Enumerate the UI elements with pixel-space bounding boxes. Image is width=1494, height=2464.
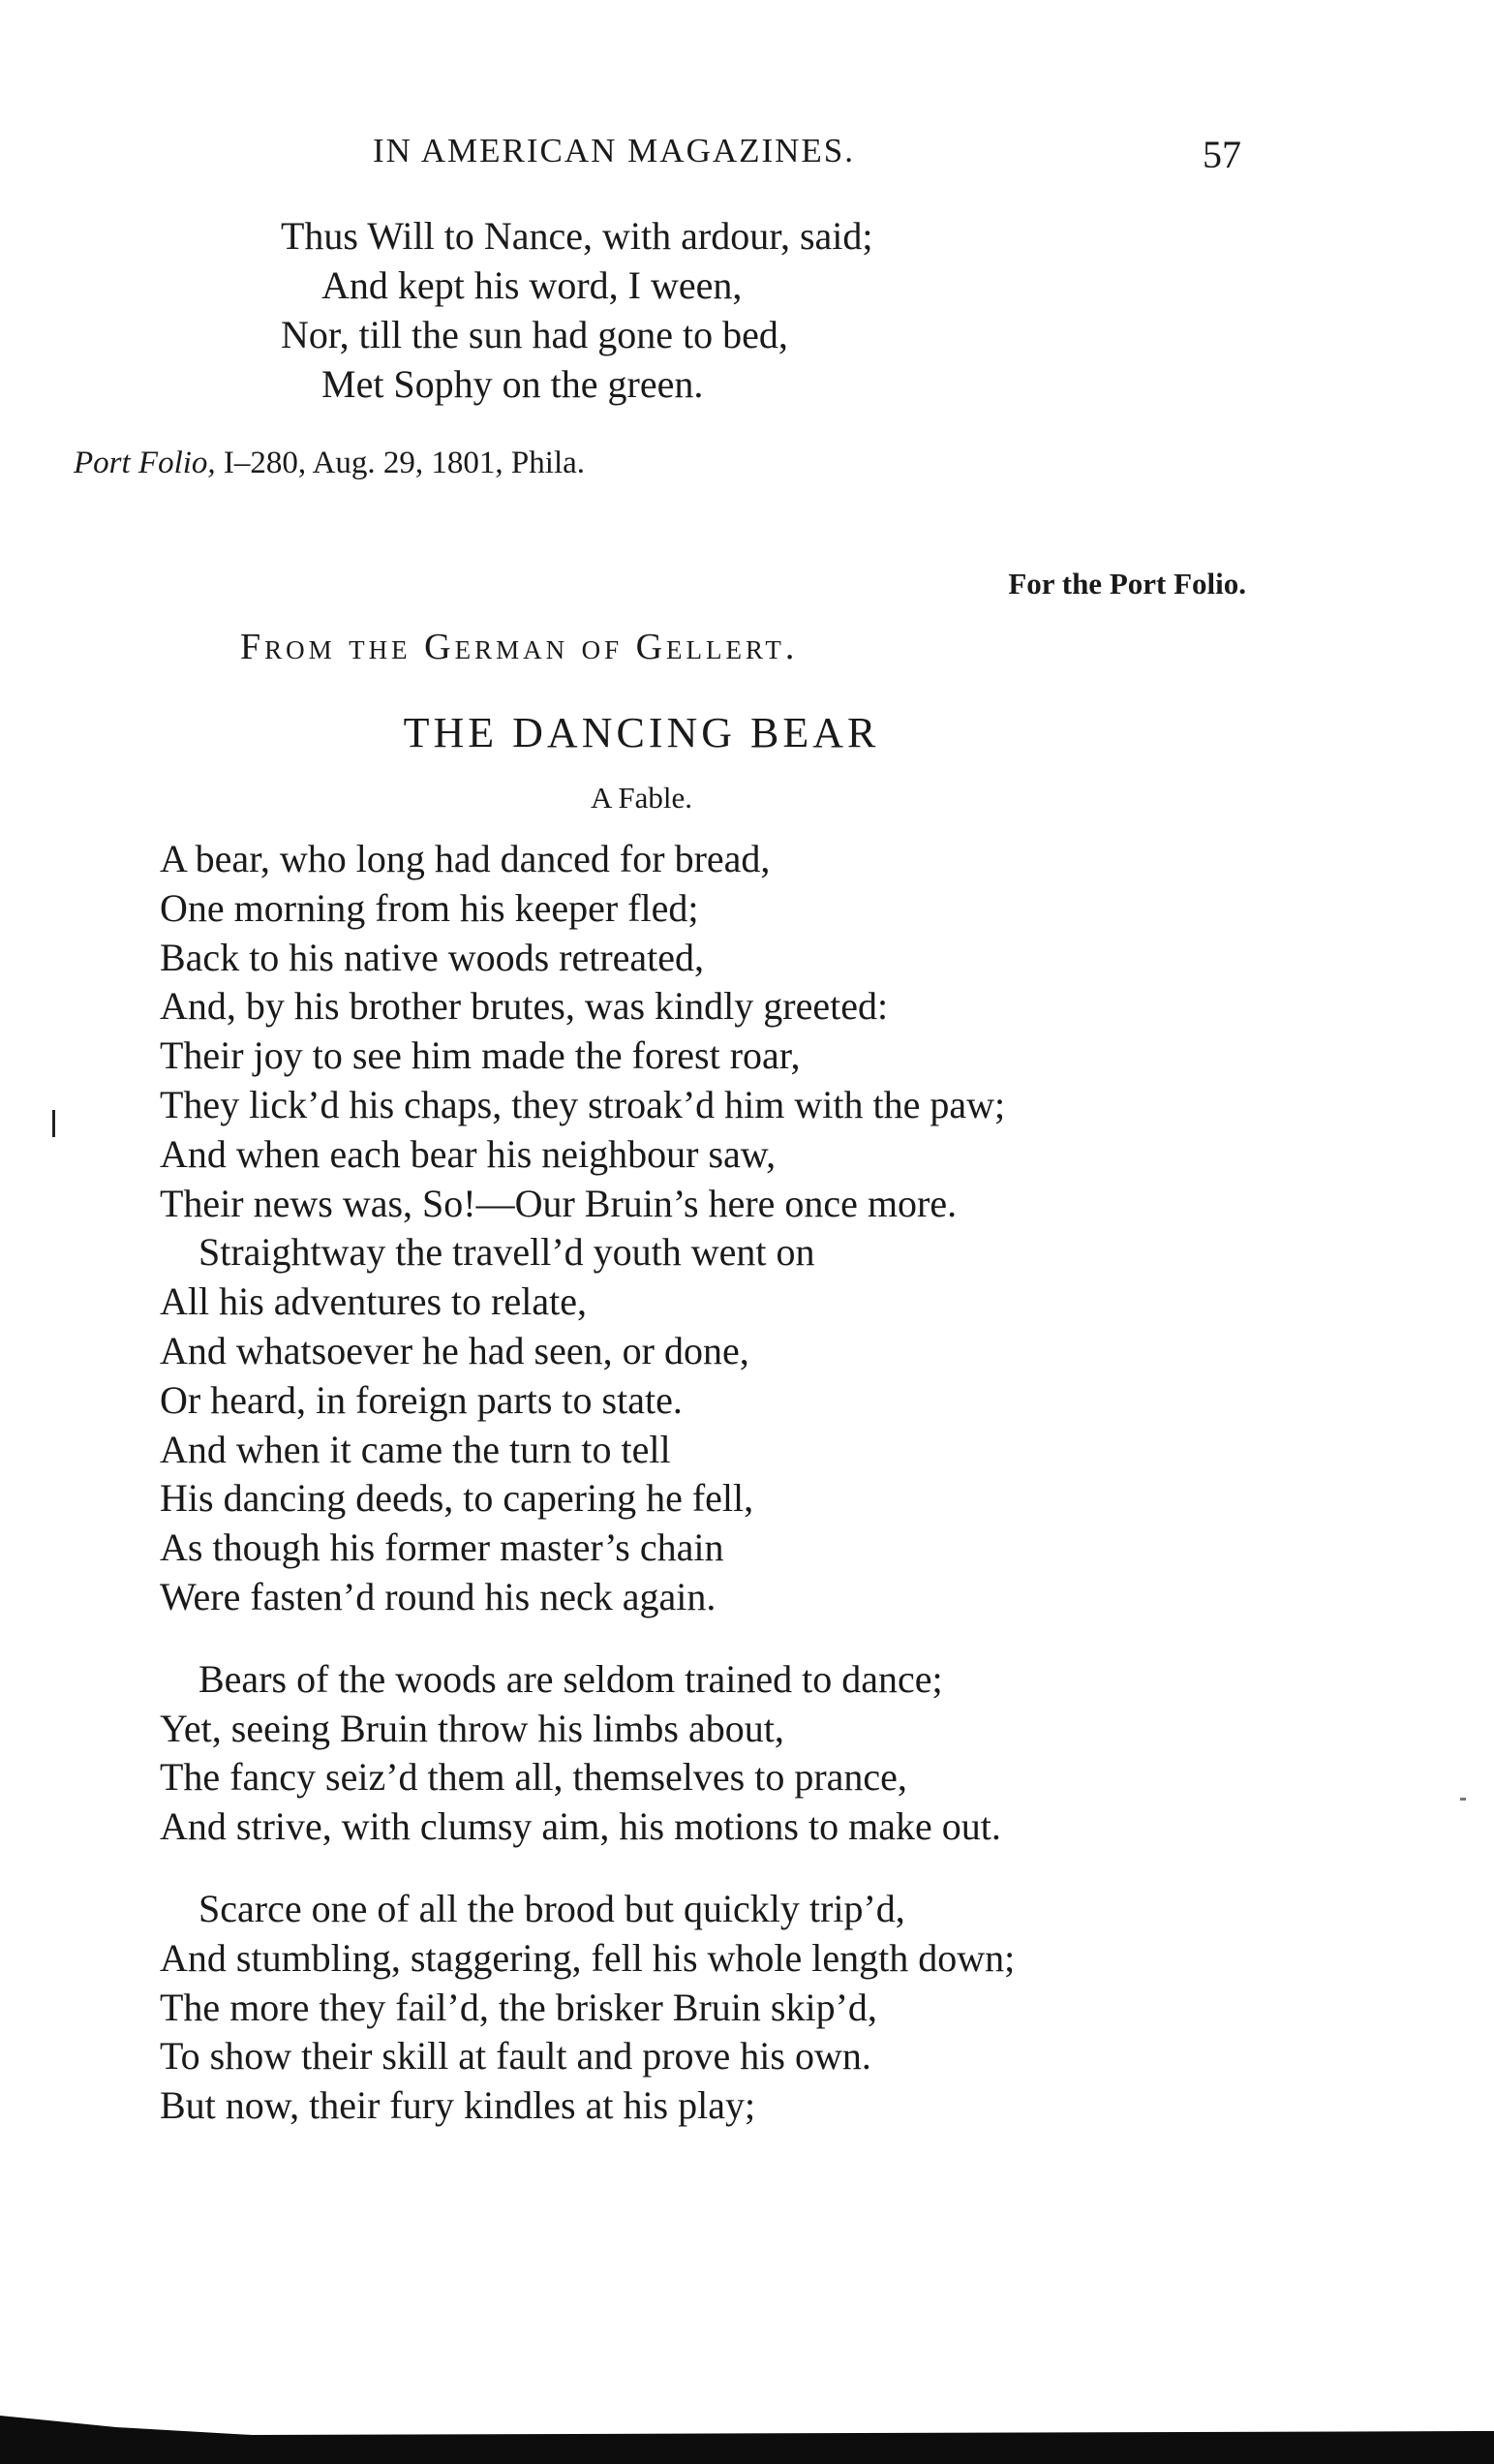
poem-line: And strive, with clumsy aim, his motions to make out. xyxy=(160,1804,1001,1849)
poem-line: The more they fail’d, the brisker Bruin skip’d, xyxy=(160,1985,877,2029)
poem-line: And when it came the turn to tell xyxy=(160,1427,671,1471)
stanza xyxy=(160,835,1015,1622)
verse-line: Nor, till the sun had gone to bed, xyxy=(281,313,788,356)
paper-speck xyxy=(1460,1798,1466,1801)
poem-line: And whatsoever he had seen, or done, xyxy=(160,1328,749,1372)
poem-line: Bears of the woods are seldom trained to dance; xyxy=(198,1656,943,1701)
citation-journal: Port Folio, xyxy=(74,446,216,480)
verse-fragment xyxy=(281,211,872,409)
poem-body xyxy=(160,835,1015,2131)
stanza xyxy=(160,1655,1015,1852)
poem-title: THE DANCING BEAR xyxy=(403,709,880,756)
poem-line: And, by his brother brutes, was kindly greeted: xyxy=(160,984,889,1029)
poem-line: But now, their fury kindles at his play; xyxy=(160,2083,756,2128)
citation-details: I–280, Aug. 29, 1801, Phila. xyxy=(215,446,586,480)
poem-line: Their joy to see him made the forest roar, xyxy=(160,1033,801,1078)
poem-line: They lick’d his chaps, they stroak’d him with the paw; xyxy=(160,1082,1006,1126)
poem-line: A bear, who long had danced for bread, xyxy=(160,837,771,880)
poem-line: And stumbling, staggering, fell his whole length down; xyxy=(160,1935,1016,1980)
page-number: 57 xyxy=(1203,133,1241,176)
poem-line: All his adventures to relate, xyxy=(160,1279,587,1324)
poem-line: One morning from his keeper fled; xyxy=(160,885,699,930)
bottom-edge-bar xyxy=(0,2408,1494,2464)
poem-subtitle: A Fable. xyxy=(590,781,693,815)
poem-line: And when each bear his neighbour saw, xyxy=(160,1131,777,1176)
citation xyxy=(74,446,585,481)
running-head: IN AMERICAN MAGAZINES. xyxy=(373,132,856,169)
poem-line: Back to his native woods retreated, xyxy=(160,935,705,979)
poem-line: Scarce one of all the brood but quickly trip’d, xyxy=(198,1886,905,1930)
verse-line: Thus Will to Nance, with ardour, said; xyxy=(281,214,873,258)
poem-line: As though his former master’s chain xyxy=(160,1525,724,1570)
source-note: For the Port Folio. xyxy=(1008,567,1246,601)
poem-line: Were fasten’d round his neck again. xyxy=(160,1574,717,1618)
margin-mark xyxy=(52,1110,55,1137)
poem-line: Their news was, So!—Our Bruin’s here once more. xyxy=(160,1181,958,1225)
poem-line: To show their skill at fault and prove his own. xyxy=(160,2034,871,2079)
source-heading: From the German of Gellert. xyxy=(240,627,799,667)
poem-line: Straightway the travell’d youth went on xyxy=(198,1230,815,1275)
stanza xyxy=(160,1885,1015,2131)
poem-line: His dancing deeds, to capering he fell, xyxy=(160,1476,754,1521)
poem-line: The fancy seiz’d them all, themselves to prance, xyxy=(160,1755,907,1800)
verse-line: And kept his word, I ween, xyxy=(321,263,743,307)
verse-line: Met Sophy on the green. xyxy=(321,362,704,406)
bottom-edge-bar-shape xyxy=(0,2416,1494,2464)
poem-line: Yet, seeing Bruin throw his limbs about, xyxy=(160,1706,784,1750)
poem-line: Or heard, in foreign parts to state. xyxy=(160,1377,683,1422)
